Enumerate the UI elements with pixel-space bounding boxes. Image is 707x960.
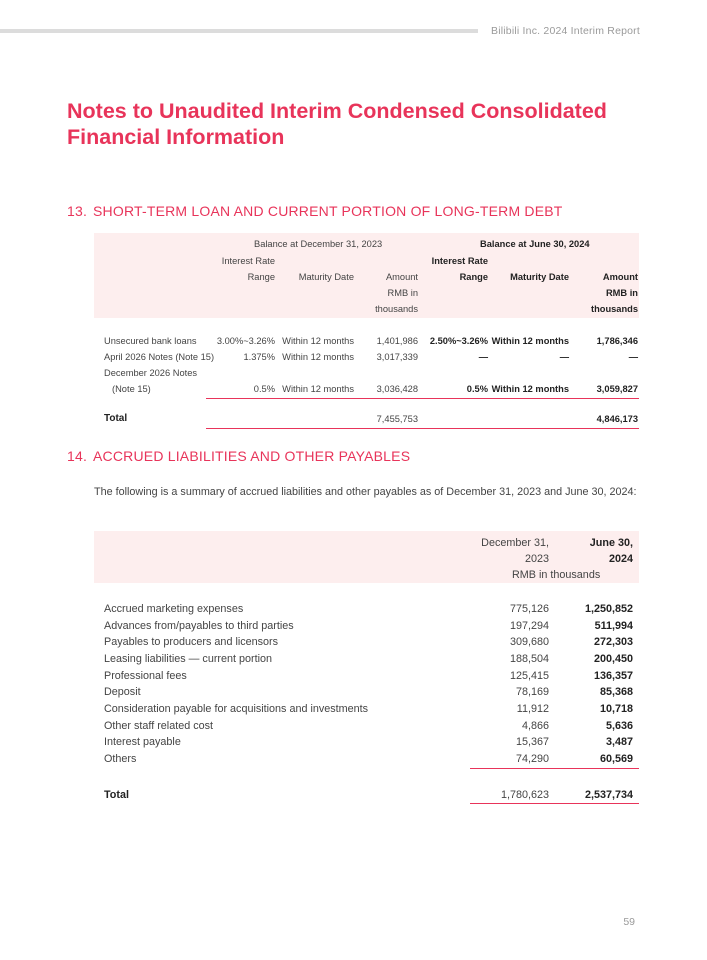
total-rule: [206, 428, 639, 429]
header-rule: [0, 29, 478, 33]
group-header-2023: Balance at December 31, 2023: [254, 239, 383, 249]
row-label: Unsecured bank loans: [104, 336, 197, 346]
rate-2024: 0.5%: [466, 384, 488, 394]
col-rate-2024-line1: Interest Rate: [431, 256, 488, 266]
rate-2024: 2.50%~3.26%: [429, 336, 488, 346]
maturity-2024: Within 12 months: [491, 384, 569, 394]
amount-2023: 3,017,339: [376, 352, 418, 362]
value-2024: 511,994: [594, 620, 633, 632]
value-2023: 4,866: [521, 720, 549, 732]
col-rate-2024-line2: Range: [459, 272, 488, 282]
value-2023: 74,290: [515, 753, 549, 765]
value-2023: 775,126: [509, 603, 549, 615]
maturity-2023: Within 12 months: [282, 336, 354, 346]
row-label: Advances from/payables to third parties: [104, 620, 294, 632]
value-2023: 15,367: [515, 736, 549, 748]
value-2023: 188,504: [509, 653, 549, 665]
unit-label: RMB in thousands: [512, 569, 601, 581]
maturity-2023: Within 12 months: [282, 384, 354, 394]
value-2023: 11,912: [516, 703, 549, 715]
rate-2023: 0.5%: [253, 384, 275, 394]
total-2024: 2,537,734: [584, 789, 633, 801]
value-2024: 1,250,852: [584, 603, 633, 615]
total-label: Total: [104, 789, 129, 801]
col-amount-2024-line2: RMB in: [605, 288, 638, 298]
col-rate-2023-line2: Range: [247, 272, 275, 282]
page-number: 59: [623, 916, 635, 928]
value-2023: 197,294: [509, 620, 549, 632]
col-rate-2023-line1: Interest Rate: [221, 256, 275, 266]
section-13-heading: [67, 203, 563, 219]
group-header-2024: Balance at June 30, 2024: [480, 239, 590, 249]
rate-2024: —: [478, 352, 488, 362]
value-2024: 10,718: [599, 703, 633, 715]
amount-2024: 3,059,827: [596, 384, 638, 394]
value-2024: 136,357: [593, 670, 633, 682]
value-2023: 78,169: [515, 686, 549, 698]
maturity-2024: —: [559, 352, 569, 362]
value-2024: 200,450: [593, 653, 633, 665]
row-label: Other staff related cost: [104, 720, 214, 732]
total-rule: [470, 803, 639, 804]
total-label: Total: [104, 413, 128, 424]
value-2024: 3,487: [605, 736, 633, 748]
short-term-loan-table: [94, 233, 639, 433]
subtotal-rule: [470, 768, 639, 769]
section-14-title: ACCRUED LIABILITIES AND OTHER PAYABLES: [93, 448, 411, 464]
value-2024: 272,303: [593, 636, 633, 648]
row-label: Payables to producers and licensors: [104, 636, 279, 648]
row-label: Consideration payable for acquisitions and investments: [104, 703, 369, 715]
col-2023-line2: 2023: [524, 553, 549, 565]
row-label: Interest payable: [104, 736, 181, 748]
rate-2023: 1.375%: [243, 352, 275, 362]
row-label: Deposit: [104, 686, 141, 698]
row-label: Professional fees: [104, 670, 187, 682]
section-13-number: 13.: [67, 203, 88, 219]
amount-2023: 1,401,986: [376, 336, 418, 346]
section-14-intro: The following is a summary of accrued liabilities and other payables as of December 31, 2023 and June 30, 2024:: [94, 486, 637, 498]
value-2024: 85,368: [599, 686, 633, 698]
amount-2024: 1,786,346: [596, 336, 638, 346]
report-header: Bilibili Inc. 2024 Interim Report: [491, 25, 640, 37]
section-14-number: 14.: [67, 448, 88, 464]
section-14-heading: [67, 448, 410, 464]
row-label: December 2026 Notes: [104, 368, 198, 378]
total-2023: 7,455,753: [376, 414, 418, 424]
accrued-liabilities-table: [94, 531, 639, 811]
col-2023-line1: December 31,: [481, 537, 549, 549]
col-amount-2023-line3: thousands: [375, 304, 418, 314]
value-2023: 309,680: [509, 636, 549, 648]
col-2024-line1: June 30,: [589, 537, 633, 549]
section-13-title: SHORT-TERM LOAN AND CURRENT PORTION OF LONG-TERM DEBT: [93, 203, 563, 219]
col-amount-2024-line1: Amount: [602, 272, 638, 282]
col-amount-2023-line2: RMB in: [387, 288, 418, 298]
total-2024: 4,846,173: [596, 414, 638, 424]
col-amount-2024-line3: thousands: [590, 304, 638, 314]
col-maturity-2024: Maturity Date: [510, 272, 569, 282]
maturity-2024: Within 12 months: [491, 336, 569, 346]
subtotal-rule: [206, 398, 639, 399]
value-2023: 125,415: [509, 670, 549, 682]
col-maturity-2023: Maturity Date: [298, 272, 354, 282]
amount-2024: —: [628, 352, 638, 362]
total-2023: 1,780,623: [500, 789, 549, 801]
page-title: Notes to Unaudited Interim Condensed Consolidated Financial Information: [67, 99, 607, 149]
maturity-2023: Within 12 months: [282, 352, 354, 362]
col-2024-line2: 2024: [608, 553, 633, 565]
value-2024: 5,636: [605, 720, 633, 732]
row-label: Leasing liabilities — current portion: [104, 653, 273, 665]
row-label: April 2026 Notes (Note 15): [104, 352, 215, 362]
amount-2023: 3,036,428: [376, 384, 418, 394]
rate-2023: 3.00%~3.26%: [216, 336, 275, 346]
row-label: Accrued marketing expenses: [104, 603, 244, 615]
col-amount-2023-line1: Amount: [385, 272, 418, 282]
row-label: Others: [104, 753, 137, 765]
row-label-continuation: (Note 15): [112, 384, 151, 394]
value-2024: 60,569: [599, 753, 633, 765]
